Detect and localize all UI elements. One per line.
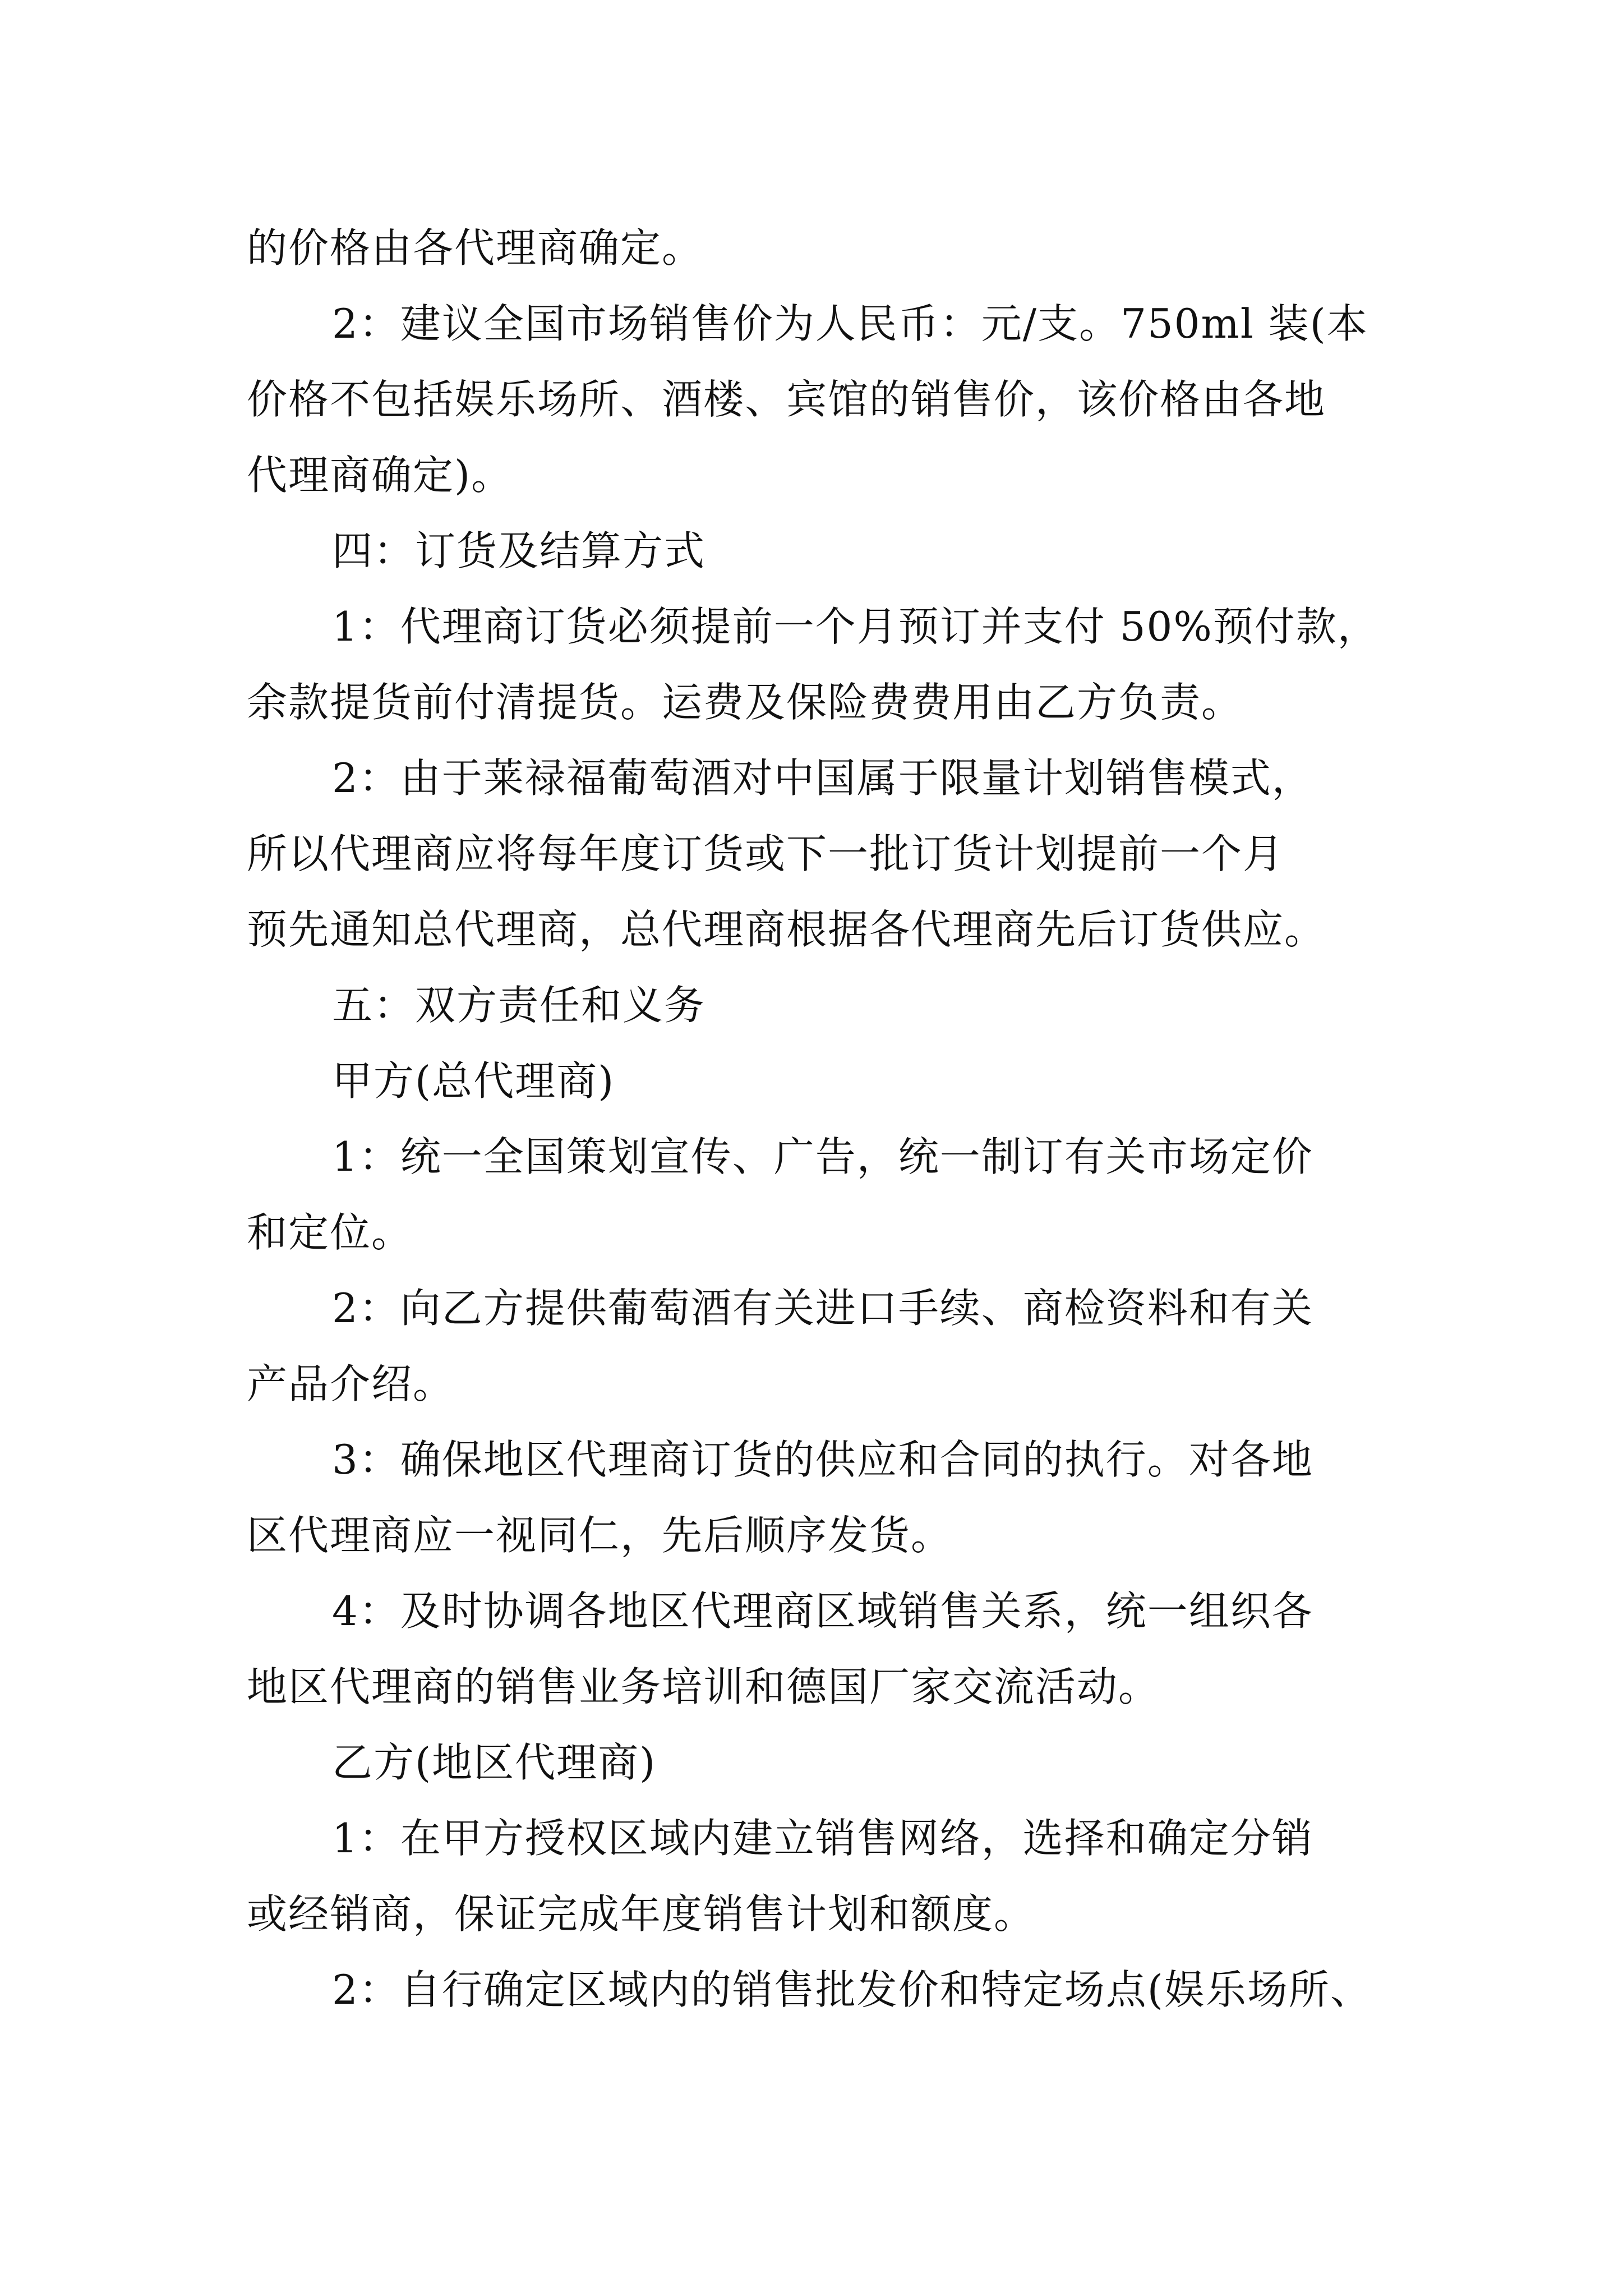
text-line: 2：自行确定区域内的销售批发价和特定场点(娱乐场所、	[332, 1966, 1372, 2013]
text-line: 和定位。	[247, 1209, 413, 1256]
text-line: 的价格由各代理商确定。	[247, 224, 704, 272]
text-line: 地区代理商的销售业务培训和德国厂家交流活动。	[247, 1663, 1160, 1710]
text-line: 或经销商，保证完成年度销售计划和额度。	[247, 1890, 1036, 1938]
text-line: 预先通知总代理商，总代理商根据各代理商先后订货供应。	[247, 906, 1326, 953]
text-line: 2：由于莱禄福葡萄酒对中国属于限量计划销售模式，	[332, 754, 1313, 802]
section-heading: 四：订货及结算方式	[332, 527, 706, 574]
document-body	[247, 210, 1391, 2028]
text-line: 2：向乙方提供葡萄酒有关进口手续、商检资料和有关	[332, 1285, 1313, 1332]
text-line: 1：在甲方授权区域内建立销售网络，选择和确定分销	[332, 1815, 1313, 1862]
text-line: 产品介绍。	[247, 1360, 455, 1407]
text-line: 余款提货前付清提货。运费及保险费费用由乙方负责。	[247, 679, 1243, 726]
text-line: 价格不包括娱乐场所、酒楼、宾馆的销售价，该价格由各地	[247, 376, 1326, 423]
party-heading: 乙方(地区代理商)	[332, 1739, 657, 1786]
text-line: 所以代理商应将每年度订货或下一批订货计划提前一个月	[247, 830, 1285, 877]
text-line: 1：代理商订货必须提前一个月预订并支付 50%预付款，	[332, 603, 1379, 650]
text-line: 1：统一全国策划宣传、广告，统一制订有关市场定价	[332, 1133, 1313, 1180]
party-heading: 甲方(总代理商)	[332, 1057, 615, 1105]
text-line: 2：建议全国市场销售价为人民币：元/支。750ml 装(本	[332, 300, 1368, 347]
text-line: 代理商确定)。	[247, 452, 513, 499]
text-line: 区代理商应一视同仁，先后顺序发货。	[247, 1512, 953, 1559]
text-line: 3：确保地区代理商订货的供应和合同的执行。对各地	[332, 1436, 1313, 1483]
section-heading: 五：双方责任和义务	[332, 982, 706, 1029]
text-line: 4：及时协调各地区代理商区域销售关系，统一组织各	[332, 1588, 1313, 1635]
